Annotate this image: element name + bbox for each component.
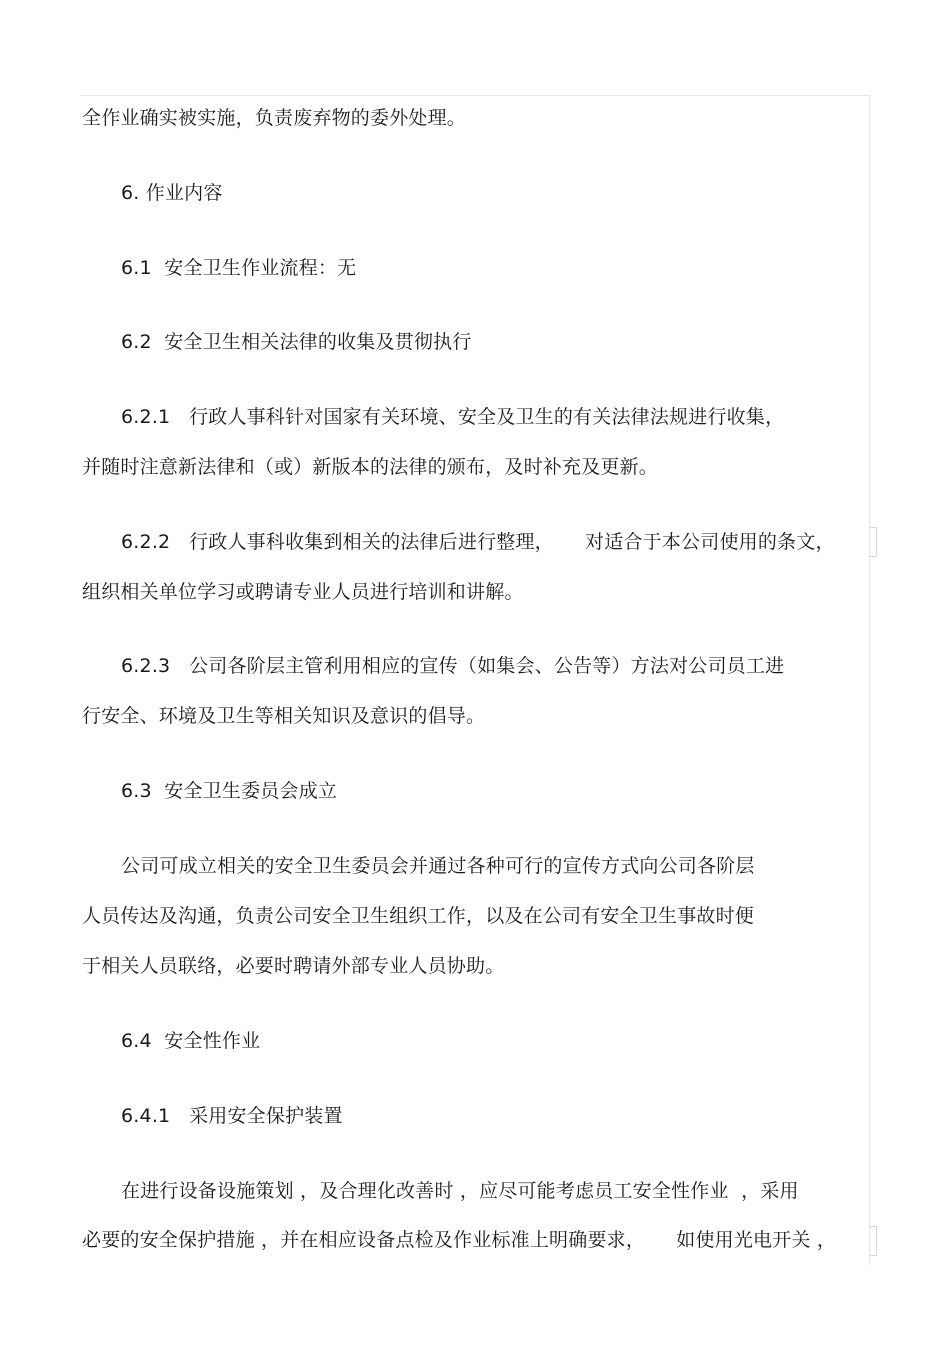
body-text-line: 人员传达及沟通，负责公司安全卫生组织工作，以及在公司有安全卫生事故时便	[82, 905, 755, 927]
body-text-line: 6.2.2 行政人事科收集到相关的法律后进行整理， 对适合于本公司使用的条文，	[121, 531, 835, 553]
section-heading: 6.2 安全卫生相关法律的收集及贯彻执行	[121, 331, 472, 353]
body-text-line: 在进行设备设施策划 ，及合理化改善时 ，应尽可能考虑员工安全性作业 ，采用	[121, 1180, 799, 1202]
body-text-line: 于相关人员联络，必要时聘请外部专业人员协助。	[82, 955, 505, 977]
page-border-top	[80, 95, 870, 96]
body-text-line: 全作业确实被实施，负责废弃物的委外处理。	[82, 107, 467, 129]
body-text-line: 公司可成立相关的安全卫生委员会并通过各种可行的宣传方式向公司各阶层	[121, 855, 755, 877]
margin-bracket	[869, 527, 877, 557]
body-text-line: 必要的安全保护措施 ，并在相应设备点检及作业标准上明确要求， 如使用光电开关 ，	[82, 1229, 837, 1251]
body-text-line: 6.2.3 公司各阶层主管利用相应的宣传（如集会、公告等）方法对公司员工进	[121, 655, 785, 677]
body-text-line: 并随时注意新法律和（或）新版本的法律的颁布，及时补充及更新。	[82, 456, 659, 478]
body-text-line: 组织相关单位学习或聘请专业人员进行培训和讲解。	[82, 581, 524, 603]
page-border-right	[869, 95, 870, 1265]
section-heading: 6.1 安全卫生作业流程：无	[121, 257, 357, 279]
margin-bracket	[869, 1226, 877, 1256]
section-heading: 6.3 安全卫生委员会成立	[121, 780, 338, 802]
section-heading: 6. 作业内容	[121, 182, 223, 204]
section-heading: 6.4.1 采用安全保护装置	[121, 1105, 343, 1127]
body-text-line: 行安全、环境及卫生等相关知识及意识的倡导。	[82, 705, 486, 727]
section-heading: 6.4 安全性作业	[121, 1030, 261, 1052]
body-text-line: 6.2.1 行政人事科针对国家有关环境、安全及卫生的有关法律法规进行收集，	[121, 406, 785, 428]
